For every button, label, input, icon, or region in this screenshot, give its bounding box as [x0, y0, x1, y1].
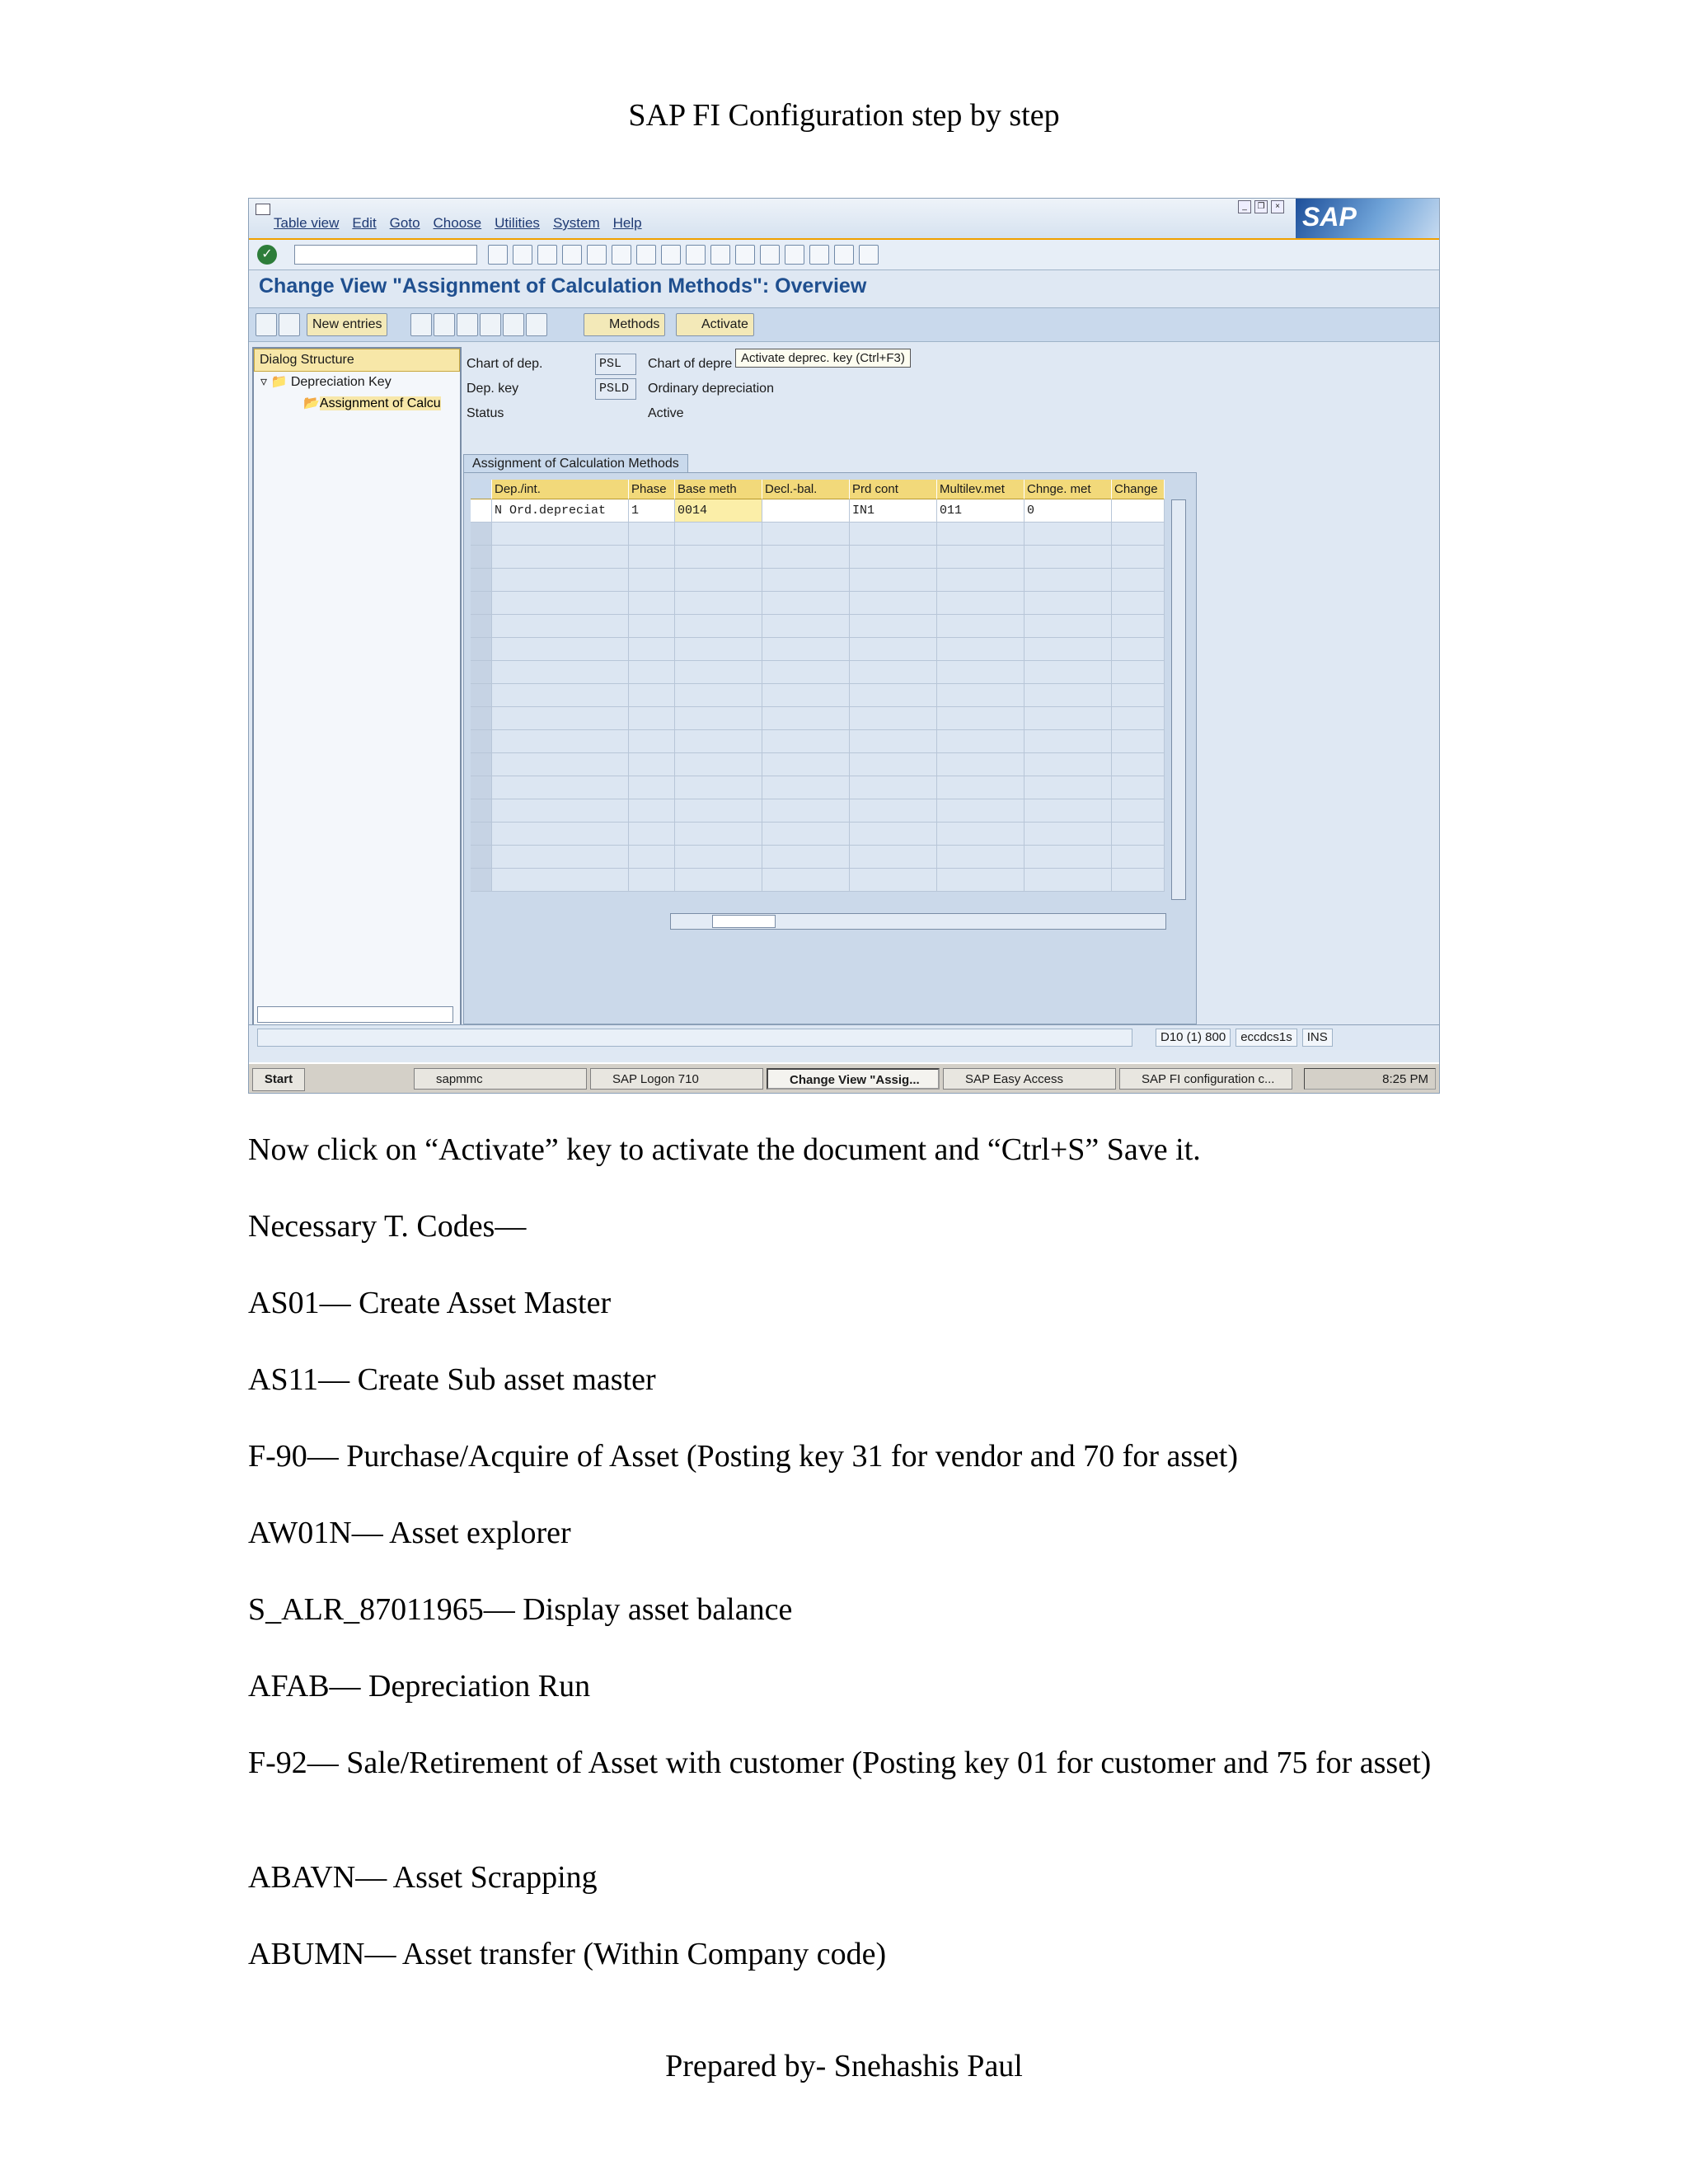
table-cell[interactable] [675, 730, 762, 753]
activate-button[interactable]: Activate [676, 313, 754, 336]
table-cell[interactable] [492, 684, 629, 707]
next-page-icon[interactable] [735, 245, 755, 265]
help-icon[interactable] [834, 245, 854, 265]
table-cell[interactable] [1025, 753, 1112, 776]
task-sap-fi-config[interactable]: SAP FI configuration c... [1119, 1068, 1292, 1090]
table-cell[interactable] [1025, 546, 1112, 569]
system-info[interactable]: D10 (1) 800 [1156, 1029, 1231, 1047]
calc-methods-table [463, 472, 1197, 1024]
cell-decl-bal[interactable] [762, 499, 850, 523]
cell-multilev[interactable]: 011 [937, 499, 1025, 523]
tcode-item: AW01N— Asset explorer [248, 1516, 571, 1550]
find-next-icon[interactable] [661, 245, 681, 265]
table-cell[interactable] [937, 546, 1025, 569]
details-icon[interactable] [279, 313, 300, 336]
table-row[interactable] [471, 684, 1171, 707]
undo-icon[interactable] [457, 313, 478, 336]
tcode-item: F-92— Sale/Retirement of Asset with customer (Posting key 01 for customer and 75 for asset) [248, 1746, 1432, 1780]
dep-key-label: Dep. key [467, 382, 519, 396]
back-arrow-icon[interactable] [488, 245, 508, 265]
table-cell[interactable] [937, 753, 1025, 776]
row-selector[interactable] [471, 523, 492, 546]
table-cell[interactable] [850, 592, 937, 615]
table-cell[interactable] [937, 592, 1025, 615]
table-cell[interactable] [675, 546, 762, 569]
col-prd-cont[interactable]: Prd cont [850, 480, 937, 499]
table-cell[interactable] [850, 569, 937, 592]
table-cell[interactable] [629, 569, 675, 592]
table-cell[interactable] [1112, 661, 1165, 684]
table-cell[interactable] [492, 846, 629, 869]
last-page-icon[interactable] [760, 245, 780, 265]
row-selector[interactable] [471, 592, 492, 615]
row-selector[interactable] [471, 707, 492, 730]
back-icon[interactable] [537, 245, 557, 265]
table-cell[interactable] [629, 638, 675, 661]
table-cell[interactable] [850, 615, 937, 638]
table-cell[interactable] [675, 523, 762, 546]
table-row[interactable] [471, 638, 1171, 661]
table-cell[interactable] [629, 753, 675, 776]
tree-assignment-calc[interactable]: 📂Assignment of Calcu [303, 396, 441, 410]
table-cell[interactable] [850, 684, 937, 707]
copy-icon[interactable] [410, 313, 432, 336]
table-cell[interactable] [762, 823, 850, 846]
dialog-structure-panel [252, 347, 462, 1028]
table-cell[interactable] [629, 546, 675, 569]
table-cell[interactable] [850, 523, 937, 546]
table-cell[interactable] [1025, 707, 1112, 730]
table-cell[interactable] [629, 776, 675, 799]
table-row[interactable] [471, 592, 1171, 615]
table-cell[interactable] [629, 869, 675, 892]
select-block-icon[interactable] [503, 313, 524, 336]
table-cell[interactable] [629, 684, 675, 707]
table-cell[interactable] [850, 869, 937, 892]
table-cell[interactable] [492, 707, 629, 730]
select-all-icon[interactable] [480, 313, 501, 336]
table-title: Assignment of Calculation Methods [463, 454, 688, 473]
chart-label: Chart of dep. [467, 357, 543, 371]
table-cell[interactable] [675, 799, 762, 823]
menu-goto[interactable]: Goto [389, 215, 420, 231]
table-cell[interactable] [675, 869, 762, 892]
server-info: eccdcs1s [1236, 1029, 1297, 1047]
table-cell[interactable] [1112, 569, 1165, 592]
table-row[interactable] [471, 869, 1171, 892]
table-cell[interactable] [937, 615, 1025, 638]
col-dep-int[interactable]: Dep./int. [492, 480, 629, 499]
table-cell[interactable] [762, 776, 850, 799]
windows-taskbar [249, 1062, 1439, 1094]
col-decl-bal[interactable]: Decl.-bal. [762, 480, 850, 499]
chart-desc: Chart of depre [648, 357, 733, 371]
table-cell[interactable] [675, 846, 762, 869]
row-selector[interactable] [471, 684, 492, 707]
page-header: SAP FI Configuration step by step [628, 98, 1060, 133]
table-cell[interactable] [675, 661, 762, 684]
deselect-all-icon[interactable] [526, 313, 547, 336]
table-cell[interactable] [1112, 799, 1165, 823]
table-cell[interactable] [492, 523, 629, 546]
table-cell[interactable] [850, 823, 937, 846]
table-cell[interactable] [762, 730, 850, 753]
table-row[interactable] [471, 546, 1171, 569]
row-selector[interactable] [471, 799, 492, 823]
table-cell[interactable] [492, 546, 629, 569]
table-cell[interactable] [937, 846, 1025, 869]
table-cell[interactable] [762, 569, 850, 592]
task-sapmmc[interactable]: sapmmc [414, 1068, 587, 1090]
cell-prd-cont[interactable]: IN1 [850, 499, 937, 523]
table-cell[interactable] [937, 569, 1025, 592]
table-cell[interactable] [675, 569, 762, 592]
table-cell[interactable] [629, 523, 675, 546]
dep-key-value: PSLD [595, 378, 636, 400]
table-cell[interactable] [1025, 569, 1112, 592]
layout-icon[interactable] [859, 245, 879, 265]
table-cell[interactable] [850, 707, 937, 730]
table-vertical-scrollbar[interactable] [1171, 499, 1186, 900]
status-value: Active [648, 406, 684, 420]
chart-value: PSL [595, 354, 636, 375]
methods-button[interactable]: Methods [584, 313, 665, 336]
table-cell[interactable] [492, 730, 629, 753]
table-cell[interactable] [1112, 638, 1165, 661]
table-cell[interactable] [492, 823, 629, 846]
table-cell[interactable] [762, 523, 850, 546]
table-cell[interactable] [762, 592, 850, 615]
delete-icon[interactable] [434, 313, 455, 336]
table-cell[interactable] [762, 869, 850, 892]
standard-toolbar [249, 238, 1439, 270]
table-cell[interactable] [1112, 615, 1165, 638]
task-sap-easy-access[interactable]: SAP Easy Access [943, 1068, 1116, 1090]
row-selector[interactable] [471, 661, 492, 684]
table-cell[interactable] [629, 615, 675, 638]
table-cell[interactable] [850, 546, 937, 569]
table-cell[interactable] [937, 869, 1025, 892]
table-header [471, 480, 1171, 499]
row-selector[interactable] [471, 638, 492, 661]
dep-key-desc: Ordinary depreciation [648, 382, 774, 396]
table-cell[interactable] [675, 615, 762, 638]
codes-heading: Necessary T. Codes— [248, 1209, 527, 1244]
cell-phase[interactable]: 1 [629, 499, 675, 523]
table-cell[interactable] [492, 661, 629, 684]
table-cell[interactable] [937, 523, 1025, 546]
row-selector[interactable] [471, 776, 492, 799]
table-cell[interactable] [937, 776, 1025, 799]
tcode-item: AS11— Create Sub asset master [248, 1362, 656, 1397]
tcode-item: F-90— Purchase/Acquire of Asset (Posting key 31 for vendor and 70 for asset) [248, 1439, 1238, 1474]
menu-system[interactable]: System [552, 215, 600, 231]
menu-table-view[interactable]: Table view [274, 215, 340, 231]
panel-scrollbar[interactable] [257, 1006, 453, 1023]
table-cell[interactable] [675, 707, 762, 730]
table-row[interactable] [471, 730, 1171, 753]
task-sap-logon[interactable]: SAP Logon 710 [590, 1068, 763, 1090]
table-cell[interactable] [492, 869, 629, 892]
table-cell[interactable] [937, 661, 1025, 684]
table-cell[interactable] [937, 684, 1025, 707]
table-cell[interactable] [762, 661, 850, 684]
application-toolbar [249, 307, 1439, 342]
tcode-item: ABAVN— Asset Scrapping [248, 1860, 598, 1895]
table-row[interactable] [471, 569, 1171, 592]
table-cell[interactable] [675, 776, 762, 799]
table-cell[interactable] [675, 638, 762, 661]
table-cell[interactable] [629, 592, 675, 615]
table-cell[interactable] [937, 799, 1025, 823]
table-cell[interactable] [675, 592, 762, 615]
table-cell[interactable] [1025, 799, 1112, 823]
row-selector[interactable] [471, 546, 492, 569]
cell-dep-int[interactable]: N Ord.depreciat [492, 499, 629, 523]
table-cell[interactable] [1025, 661, 1112, 684]
menu-edit[interactable]: Edit [352, 215, 377, 231]
table-cell[interactable] [675, 823, 762, 846]
table-cell[interactable] [850, 753, 937, 776]
table-cell[interactable] [1112, 523, 1165, 546]
table-cell[interactable] [937, 730, 1025, 753]
table-cell[interactable] [675, 753, 762, 776]
table-cell[interactable] [1112, 776, 1165, 799]
table-cell[interactable] [1112, 869, 1165, 892]
table-cell[interactable] [1112, 730, 1165, 753]
exit-icon[interactable] [562, 245, 582, 265]
shortcut-icon[interactable] [809, 245, 829, 265]
activate-tooltip: Activate deprec. key (Ctrl+F3) [735, 349, 911, 368]
table-cell[interactable] [762, 684, 850, 707]
table-horizontal-scrollbar[interactable] [670, 913, 1166, 930]
table-cell[interactable] [1025, 730, 1112, 753]
table-row[interactable] [471, 499, 1171, 523]
table-cell[interactable] [629, 730, 675, 753]
col-phase[interactable]: Phase [629, 480, 675, 499]
view-title: Change View "Assignment of Calculation Methods": Overview [259, 274, 867, 298]
tcode-item: AS01— Create Asset Master [248, 1286, 612, 1320]
row-selector[interactable] [471, 846, 492, 869]
table-cell[interactable] [492, 776, 629, 799]
table-cell[interactable] [1025, 592, 1112, 615]
table-cell[interactable] [492, 638, 629, 661]
col-chnge-met[interactable]: Chnge. met [1025, 480, 1112, 499]
tree-depreciation-key[interactable]: ▿ 📁 Depreciation Key [260, 375, 392, 389]
close-icon[interactable]: × [1271, 200, 1284, 213]
table-cell[interactable] [850, 730, 937, 753]
table-cell[interactable] [762, 846, 850, 869]
table-cell[interactable] [850, 776, 937, 799]
table-cell[interactable] [629, 823, 675, 846]
table-row[interactable] [471, 846, 1171, 869]
row-selector-header[interactable] [471, 480, 492, 499]
find-icon[interactable] [636, 245, 656, 265]
table-cell[interactable] [1025, 638, 1112, 661]
table-cell[interactable] [762, 753, 850, 776]
restore-icon[interactable]: ❐ [1254, 200, 1268, 213]
page-footer: Prepared by- Snehashis Paul [665, 2049, 1023, 2083]
table-cell[interactable] [492, 569, 629, 592]
table-cell[interactable] [1112, 753, 1165, 776]
insert-mode: INS [1302, 1029, 1333, 1047]
menu-help[interactable]: Help [612, 215, 642, 231]
cancel-icon[interactable] [587, 245, 607, 265]
table-cell[interactable] [492, 615, 629, 638]
table-cell[interactable] [675, 684, 762, 707]
start-button[interactable]: Start [252, 1068, 305, 1091]
menu-choose[interactable]: Choose [433, 215, 482, 231]
minimize-icon[interactable]: _ [1238, 200, 1251, 213]
row-selector[interactable] [471, 569, 492, 592]
sap-logo: SAP [1296, 199, 1439, 238]
system-tray-clock: 8:25 PM [1304, 1068, 1436, 1090]
tcode-item: AFAB— Depreciation Run [248, 1669, 591, 1704]
table-cell[interactable] [937, 707, 1025, 730]
table-cell[interactable] [937, 823, 1025, 846]
row-selector[interactable] [471, 753, 492, 776]
prev-page-icon[interactable] [710, 245, 730, 265]
table-cell[interactable] [1112, 823, 1165, 846]
table-cell[interactable] [1025, 823, 1112, 846]
table-cell[interactable] [629, 661, 675, 684]
cell-change[interactable] [1112, 499, 1165, 523]
display-change-icon[interactable] [256, 313, 277, 336]
table-cell[interactable] [629, 707, 675, 730]
table-cell[interactable] [937, 638, 1025, 661]
table-row[interactable] [471, 707, 1171, 730]
table-cell[interactable] [1112, 707, 1165, 730]
table-cell[interactable] [762, 707, 850, 730]
status-label: Status [467, 406, 504, 420]
menu-bar [249, 199, 1439, 238]
table-cell[interactable] [762, 638, 850, 661]
table-cell[interactable] [629, 846, 675, 869]
table-cell[interactable] [1112, 592, 1165, 615]
table-cell[interactable] [1025, 684, 1112, 707]
row-selector[interactable] [471, 823, 492, 846]
first-page-icon[interactable] [686, 245, 706, 265]
table-row[interactable] [471, 615, 1171, 638]
menu-utilities[interactable]: Utilities [495, 215, 540, 231]
table-cell[interactable] [762, 546, 850, 569]
tcode-item: S_ALR_87011965— Display asset balance [248, 1592, 793, 1627]
instruction-text: Now click on “Activate” key to activate the document and “Ctrl+S” Save it. [248, 1132, 1201, 1167]
row-selector[interactable] [471, 869, 492, 892]
table-row[interactable] [471, 661, 1171, 684]
table-cell[interactable] [492, 592, 629, 615]
status-bar [249, 1024, 1439, 1050]
table-cell[interactable] [850, 846, 937, 869]
table-row[interactable] [471, 799, 1171, 823]
table-cell[interactable] [850, 661, 937, 684]
save-icon[interactable] [513, 245, 532, 265]
table-cell[interactable] [629, 799, 675, 823]
table-cell[interactable] [1025, 776, 1112, 799]
enter-icon[interactable]: ✓ [257, 245, 277, 265]
table-cell[interactable] [1025, 869, 1112, 892]
table-row[interactable] [471, 753, 1171, 776]
command-field[interactable] [294, 245, 477, 265]
col-base-meth[interactable]: Base meth [675, 480, 762, 499]
new-session-icon[interactable] [785, 245, 804, 265]
cell-base-meth[interactable]: 0014 [675, 499, 762, 523]
table-row[interactable] [471, 823, 1171, 846]
new-entries-button[interactable]: New entries [307, 313, 387, 336]
sap-screenshot [248, 198, 1440, 1094]
table-row[interactable] [471, 523, 1171, 546]
cell-chnge-met[interactable]: 0 [1025, 499, 1112, 523]
table-cell[interactable] [1112, 846, 1165, 869]
row-selector[interactable] [471, 730, 492, 753]
table-cell[interactable] [762, 799, 850, 823]
task-change-view[interactable]: Change View "Assig... [767, 1068, 940, 1090]
table-cell[interactable] [1112, 546, 1165, 569]
scroll-thumb[interactable] [712, 915, 776, 928]
table-cell[interactable] [1025, 846, 1112, 869]
table-cell[interactable] [492, 799, 629, 823]
dialog-structure-header: Dialog Structure [254, 349, 460, 372]
col-multilev[interactable]: Multilev.met [937, 480, 1025, 499]
print-icon[interactable] [612, 245, 631, 265]
table-cell[interactable] [850, 799, 937, 823]
table-cell[interactable] [1112, 684, 1165, 707]
row-selector[interactable] [471, 499, 492, 523]
col-change[interactable]: Change [1112, 480, 1165, 499]
table-row[interactable] [471, 776, 1171, 799]
row-selector[interactable] [471, 615, 492, 638]
table-cell[interactable] [492, 753, 629, 776]
table-cell[interactable] [1025, 615, 1112, 638]
table-cell[interactable] [850, 638, 937, 661]
tcode-item: ABUMN— Asset transfer (Within Company code) [248, 1937, 887, 1971]
document-icon[interactable] [256, 204, 270, 215]
status-message [257, 1029, 1132, 1047]
table-cell[interactable] [762, 615, 850, 638]
table-cell[interactable] [1025, 523, 1112, 546]
